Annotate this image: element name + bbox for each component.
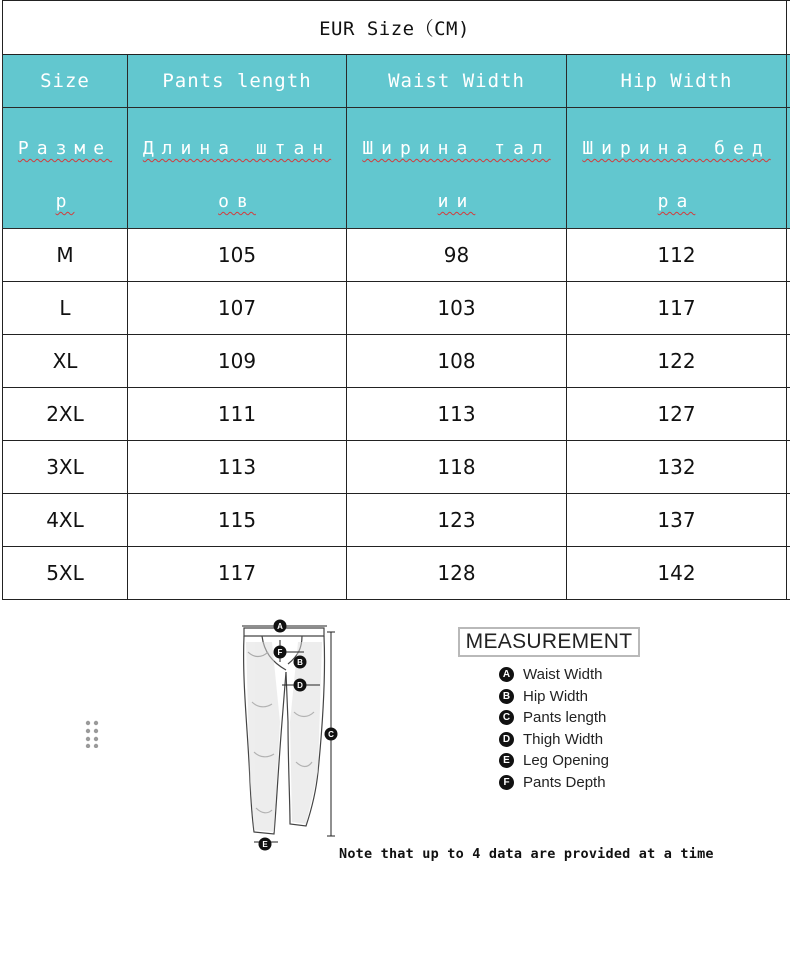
list-item — [499, 750, 609, 772]
letter-d-icon: D — [499, 732, 514, 747]
list-item — [499, 729, 609, 751]
table-title: EUR Size（CM) — [3, 1, 787, 55]
cell-pants-length: 109 — [128, 335, 347, 388]
diagram-letter-e: E — [262, 840, 268, 849]
list-item — [499, 686, 609, 708]
measurement-legend — [499, 664, 609, 793]
letter-b-icon: B — [499, 689, 514, 704]
cell-size: 3XL — [3, 441, 128, 494]
table-row — [3, 282, 790, 335]
letter-e-icon: E — [499, 753, 514, 768]
data-note: Note that up to 4 data are provided at a time — [339, 846, 714, 862]
header-ru-hip-width: Ширина бедра — [567, 108, 787, 229]
cell-hip-width: 142 — [567, 547, 787, 600]
table-row — [3, 229, 790, 282]
diagram-letter-b: B — [297, 658, 303, 667]
cell-hip-width: 122 — [567, 335, 787, 388]
header-ru-waist-width: Ширина талии — [347, 108, 567, 229]
list-item — [499, 707, 609, 729]
table-row — [3, 547, 790, 600]
drag-dots-icon[interactable] — [85, 720, 99, 748]
cell-hip-width: 117 — [567, 282, 787, 335]
cell-waist-width: 118 — [347, 441, 567, 494]
cell-waist-width: 123 — [347, 494, 567, 547]
cell-waist-width: 128 — [347, 547, 567, 600]
legend-label: Pants Depth — [523, 773, 606, 791]
letter-c-icon: C — [499, 710, 514, 725]
cell-hip-width: 132 — [567, 441, 787, 494]
list-item — [499, 772, 609, 794]
header-pants-length: Pants length — [128, 55, 347, 108]
header-row — [3, 55, 790, 108]
cell-pants-length: 107 — [128, 282, 347, 335]
size-chart-table — [2, 0, 790, 600]
header-ru-size: Размер — [3, 108, 128, 229]
cell-size: M — [3, 229, 128, 282]
table-row — [3, 494, 790, 547]
measurement-heading: MEASUREMENT — [458, 627, 640, 657]
pants-diagram-icon — [232, 612, 352, 857]
letter-f-icon: F — [499, 775, 514, 790]
diagram-letter-a: A — [277, 622, 283, 631]
legend-label: Thigh Width — [523, 730, 604, 748]
cell-pants-length: 117 — [128, 547, 347, 600]
cell-size: 4XL — [3, 494, 128, 547]
header-row-russian — [3, 108, 790, 229]
cell-pants-length: 113 — [128, 441, 347, 494]
cell-size: 5XL — [3, 547, 128, 600]
legend-label: Hip Width — [523, 687, 589, 705]
list-item — [499, 664, 609, 686]
header-waist-width: Waist Width — [347, 55, 567, 108]
table-row — [3, 441, 790, 494]
cell-pants-length: 111 — [128, 388, 347, 441]
cell-size: L — [3, 282, 128, 335]
cell-size: 2XL — [3, 388, 128, 441]
legend-label: Leg Opening — [523, 752, 609, 770]
cell-pants-length: 105 — [128, 229, 347, 282]
table-row — [3, 388, 790, 441]
header-hip-width: Hip Width — [567, 55, 787, 108]
cell-pants-length: 115 — [128, 494, 347, 547]
legend-label: Waist Width — [523, 666, 603, 684]
header-ru-pants-length: Длина штанов — [128, 108, 347, 229]
cell-size: XL — [3, 335, 128, 388]
diagram-letter-d: D — [297, 681, 303, 690]
cell-waist-width: 108 — [347, 335, 567, 388]
cell-hip-width: 137 — [567, 494, 787, 547]
cell-hip-width: 112 — [567, 229, 787, 282]
cell-hip-width: 127 — [567, 388, 787, 441]
cell-waist-width: 103 — [347, 282, 567, 335]
letter-a-icon: A — [499, 667, 514, 682]
header-size: Size — [3, 55, 128, 108]
diagram-letter-c: C — [328, 730, 334, 739]
table-row — [3, 335, 790, 388]
table-title-row — [3, 1, 790, 55]
legend-label: Pants length — [523, 709, 607, 727]
cell-waist-width: 98 — [347, 229, 567, 282]
diagram-letter-f: F — [277, 648, 283, 657]
cell-waist-width: 113 — [347, 388, 567, 441]
